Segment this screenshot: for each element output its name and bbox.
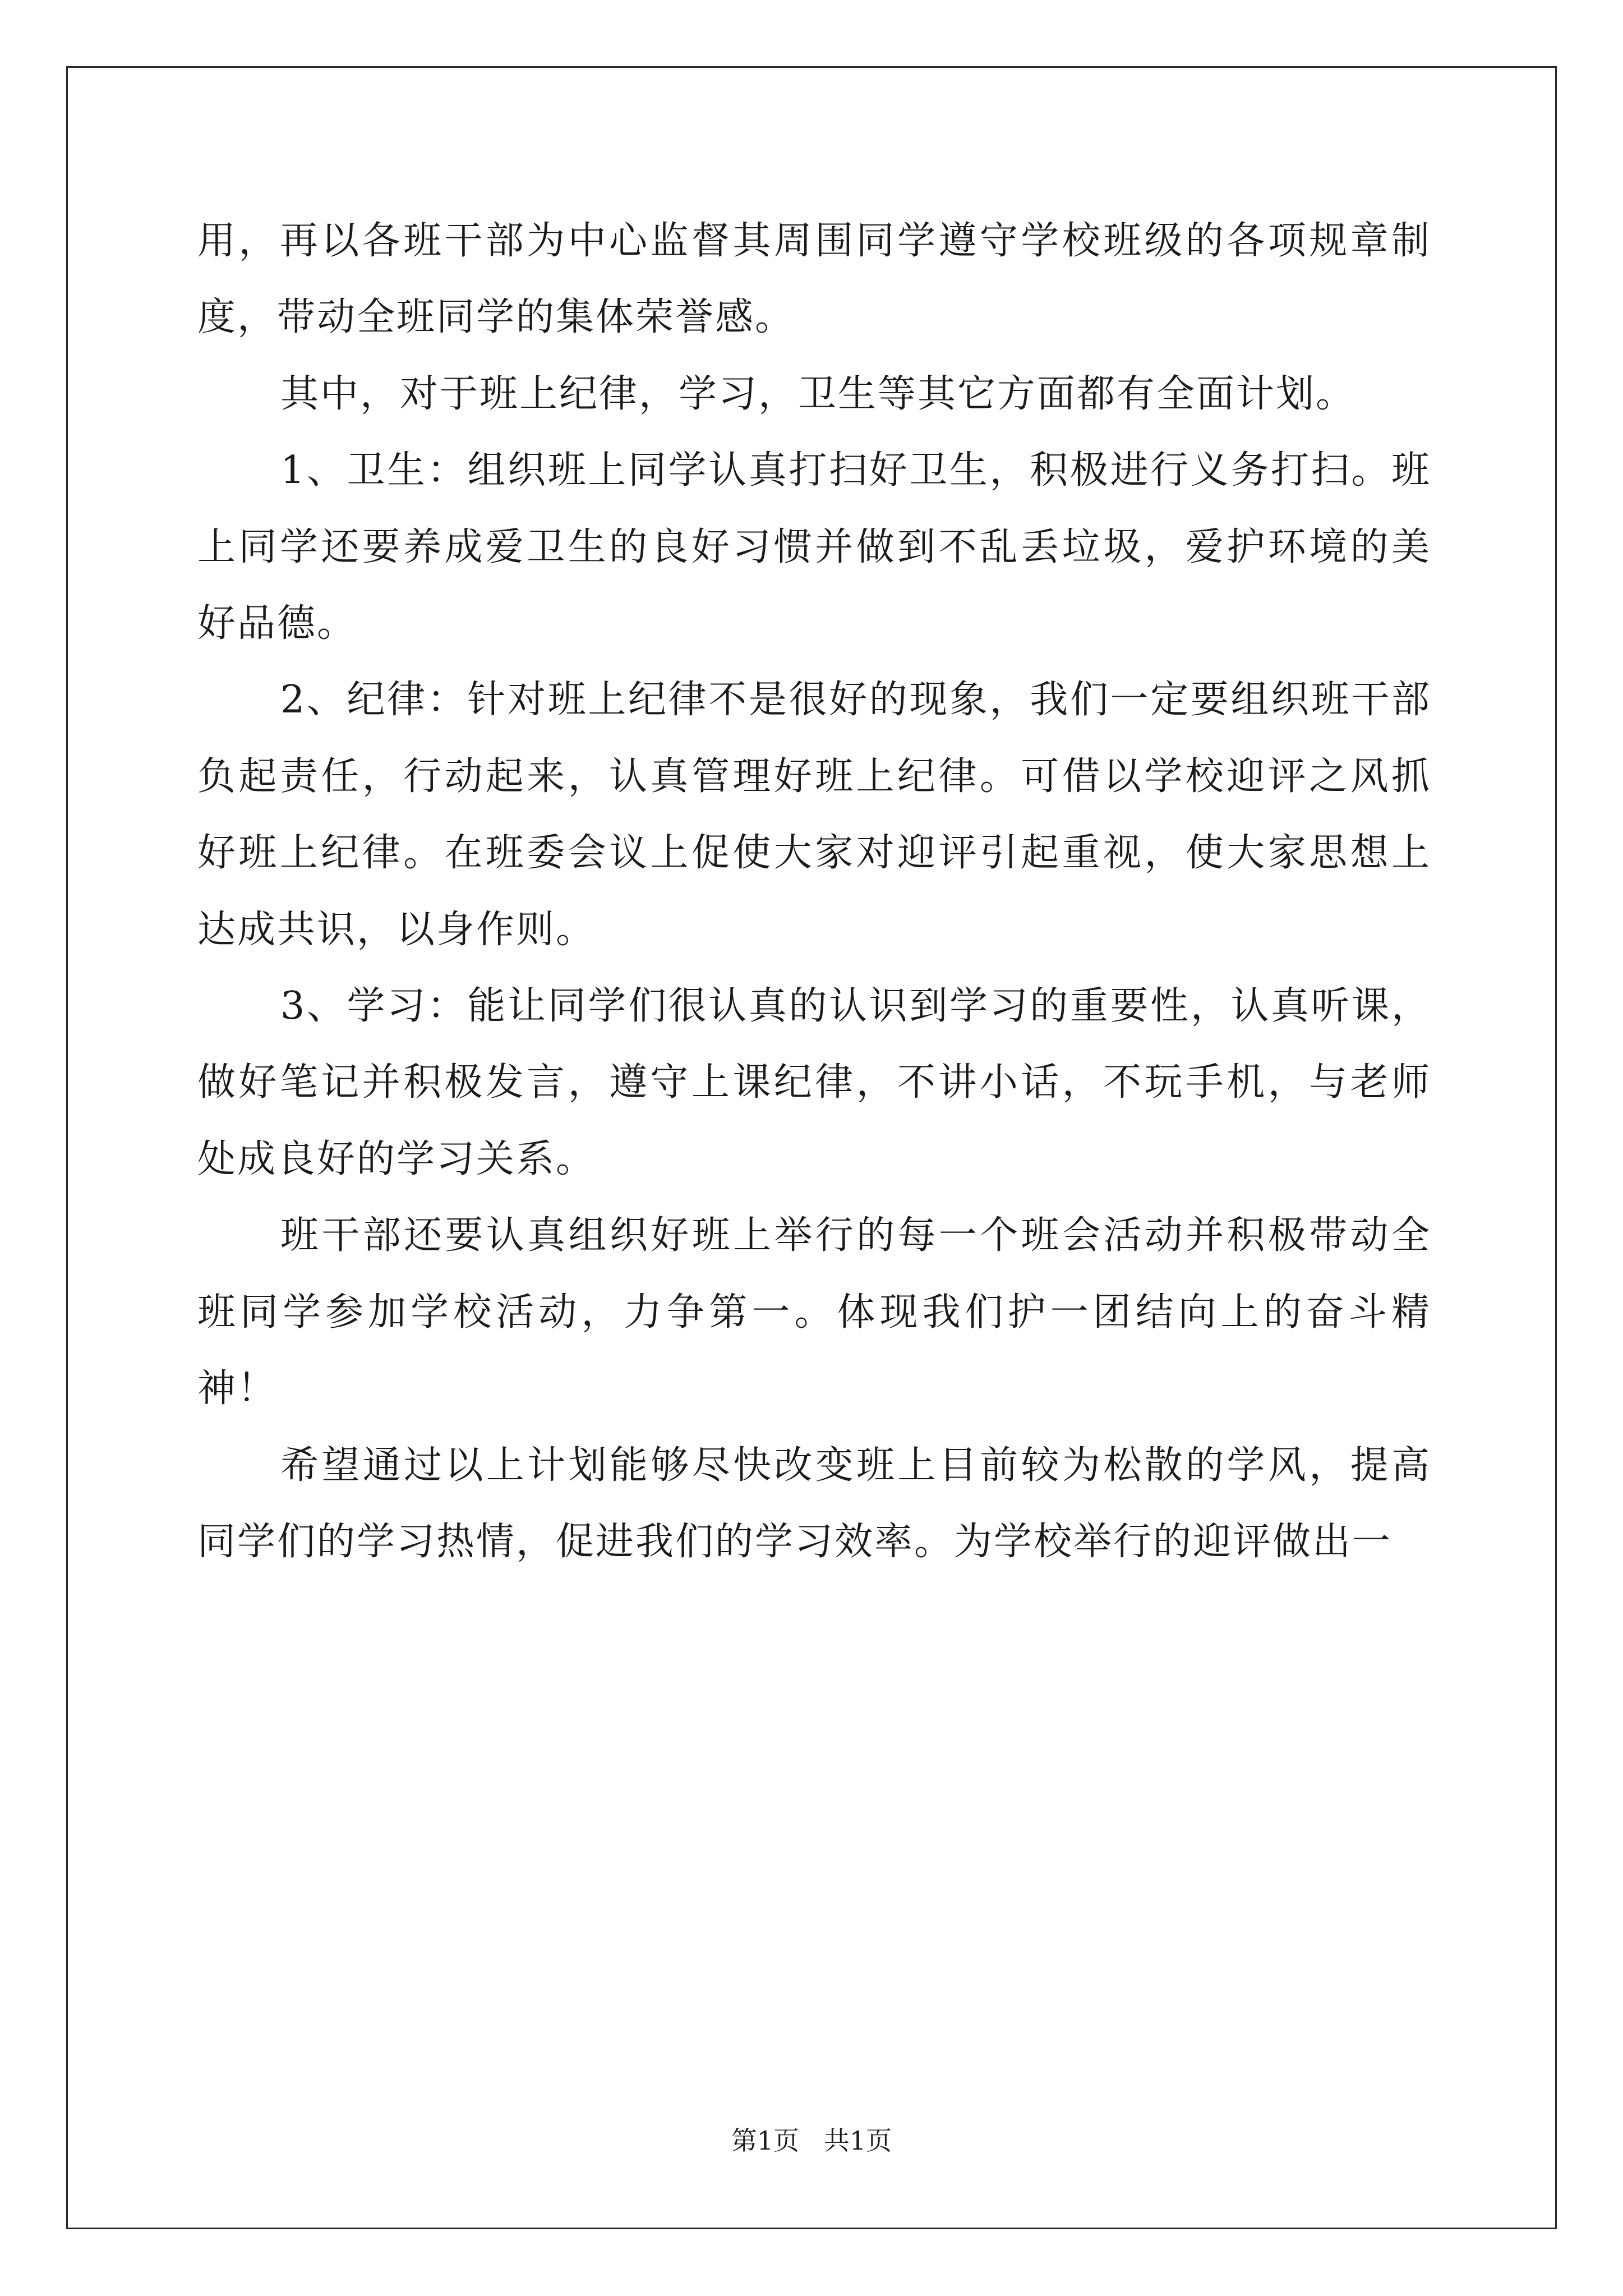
page-number-footer: 第1页 共1页: [731, 2125, 892, 2156]
paragraph-hygiene: 1、卫生：组织班上同学认真打扫好卫生，积极进行义务打扫。班上同学还要养成爱卫生的良好习惯并做到不乱丢垃圾，爱护环境的美好品德。: [197, 448, 1431, 646]
paragraph-study: 3、学习：能让同学们很认真的认识到学习的重要性，认真听课，做好笔记并积极发言，遵守上课纪律，不讲小话，不玩手机，与老师处成良好的学习关系。: [197, 984, 1431, 1181]
paragraph-class-activities: 班干部还要认真组织好班上举行的每一个班会活动并积极带动全班同学参加学校活动，力争第一。体现我们护一团结向上的奋斗精神！: [197, 1213, 1431, 1411]
document-body: [197, 203, 1431, 1580]
paragraph-continuation: 用，再以各班干部为中心监督其周围同学遵守学校班级的各项规章制度，带动全班同学的集体荣誉感。: [197, 219, 1431, 340]
paragraph-plan-overview: 其中，对于班上纪律，学习，卫生等其它方面都有全面计划。: [280, 371, 1356, 416]
paragraph-discipline: 2、纪律：针对班上纪律不是很好的现象，我们一定要组织班干部负起责任，行动起来，认真管理好班上纪律。可借以学校迎评之风抓好班上纪律。在班委会议上促使大家对迎评引起重视，使大家思想上达成共识，以身作则。: [197, 678, 1431, 952]
paragraph-hope: 希望通过以上计划能够尽快改变班上目前较为松散的学风，提高同学们的学习热情，促进我们的学习效率。为学校举行的迎评做出一: [197, 1443, 1431, 1564]
